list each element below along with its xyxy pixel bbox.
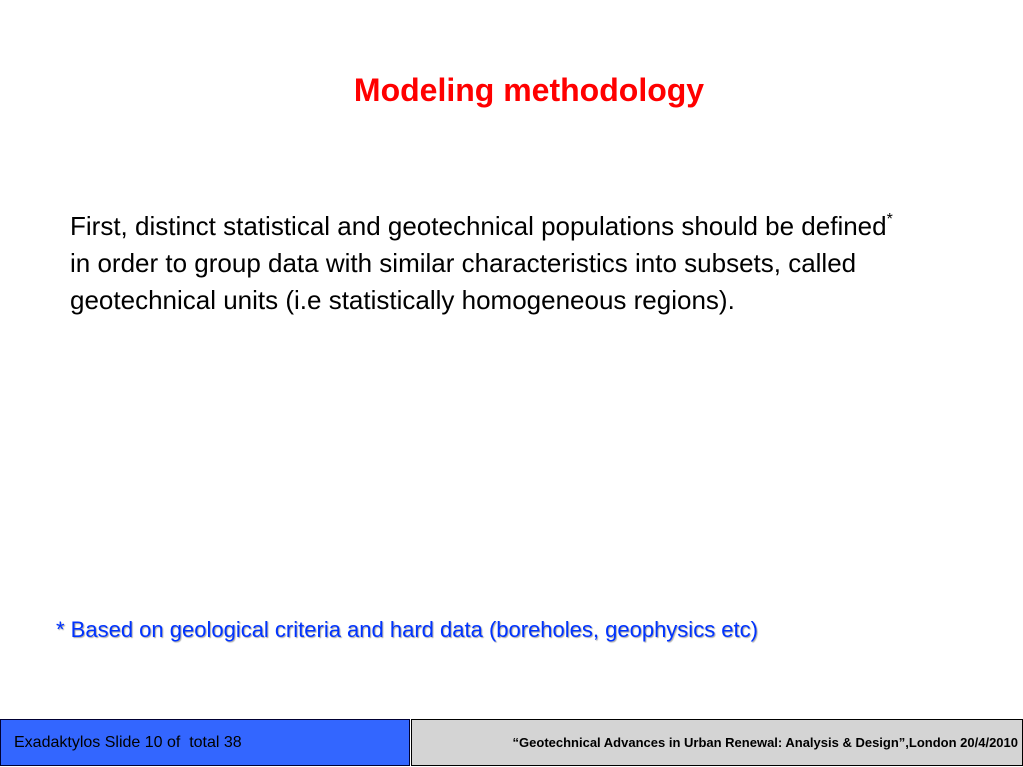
footer-slide-info: Exadaktylos Slide 10 of total 38: [0, 719, 410, 766]
body-text-part1: First, distinct statistical and geotechnical populations should be defined: [70, 211, 887, 241]
footnote: * Based on geological criteria and hard data (boreholes, geophysics etc): [56, 617, 758, 642]
footer-event-info: “Geotechnical Advances in Urban Renewal: Analysis & Design”,London 20/4/2010: [411, 719, 1023, 766]
body-paragraph: [70, 208, 915, 319]
footnote-marker: *: [886, 211, 893, 228]
footer-bar: [0, 719, 1023, 767]
body-text-part2: in order to group data with similar characteristics into subsets, called geotechnical units (i.e statistically homogeneous regions).: [70, 248, 857, 315]
slide-title: Modeling methodology: [353, 72, 705, 108]
